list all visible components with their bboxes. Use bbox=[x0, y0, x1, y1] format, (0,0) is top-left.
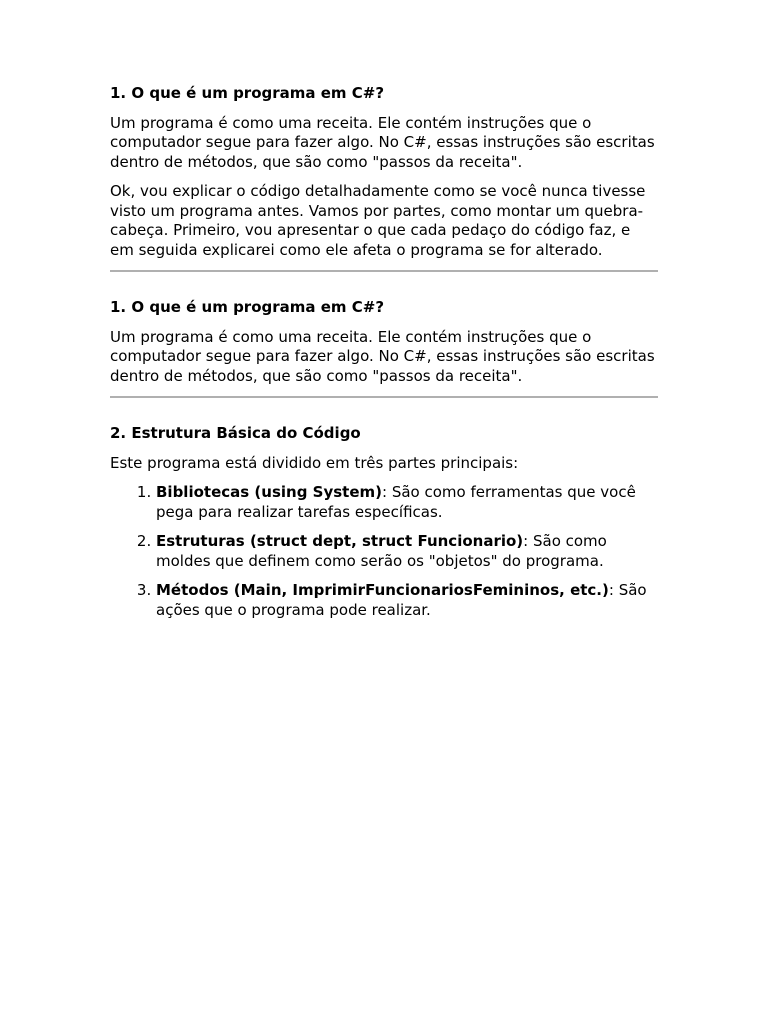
list-item-description: : São como ferramentas que você pega para realizar tarefas específicas. bbox=[156, 483, 636, 521]
section2-heading: 2. Estrutura Básica do Código bbox=[110, 424, 361, 442]
divider-2 bbox=[110, 396, 658, 398]
list-item-term: Estruturas (struct dept, struct Funcionario) bbox=[156, 532, 524, 550]
section2-list bbox=[110, 483, 658, 620]
section1-repeat-heading: 1. O que é um programa em C#? bbox=[110, 298, 385, 316]
document-content bbox=[110, 84, 658, 630]
section1-heading: 1. O que é um programa em C#? bbox=[110, 84, 385, 102]
list-item-description: : São como moldes que definem como serão os "objetos" do programa. bbox=[156, 532, 607, 570]
section2-intro: Este programa está dividido em três partes principais: bbox=[110, 453, 519, 472]
divider-1 bbox=[110, 270, 658, 272]
section1-repeat-paragraph: Um programa é como uma receita. Ele contém instruções que o computador segue para fazer algo. No C#, essas instruções são escritas dentro de métodos, que são como "passos da receita". bbox=[110, 327, 655, 385]
list-item bbox=[156, 581, 658, 620]
list-item-term: Bibliotecas (using System) bbox=[156, 483, 382, 501]
list-item-description: : São ações que o programa pode realizar. bbox=[156, 581, 647, 619]
section1-paragraph-2: Ok, vou explicar o código detalhadamente como se você nunca tivesse visto um programa antes. Vamos por partes, como montar um quebra-cabeça. Primeiro, vou apresentar o que cada pedaço do código faz, e em seguida explicarei como ele afeta o programa se for alterado. bbox=[110, 182, 646, 259]
section1-paragraph-1: Um programa é como uma receita. Ele contém instruções que o computador segue para fazer algo. No C#, essas instruções são escritas dentro de métodos, que são como "passos da receita". bbox=[110, 113, 655, 171]
list-item bbox=[156, 532, 658, 571]
list-item bbox=[156, 483, 658, 522]
list-item-term: Métodos (Main, ImprimirFuncionariosFemininos, etc.) bbox=[156, 581, 609, 599]
